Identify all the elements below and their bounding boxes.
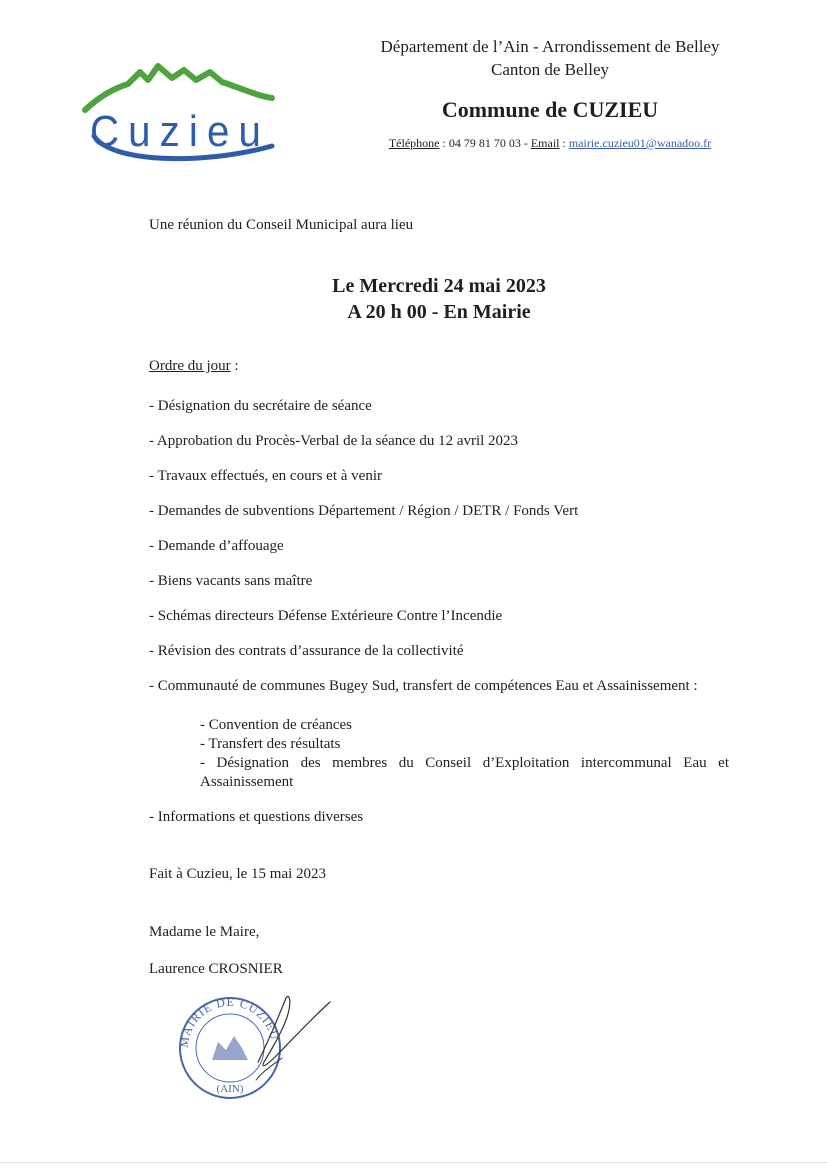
agenda-sub-item: - Transfert des résultats [200,736,341,752]
stamp-emblem-icon [212,1036,248,1060]
agenda-item: - Communauté de communes Bugey Sud, transfert de compétences Eau et Assainissement : [149,678,698,694]
header-contact [300,136,800,151]
agenda-item: - Demande d’affouage [149,538,284,554]
agenda-title-label: Ordre du jour [149,358,231,374]
mayor-title: Madame le Maire, [149,924,260,940]
stamp-text-path: MAIRIE DE CUZIEU [176,994,283,1049]
agenda-item: - Révision des contrats d’assurance de la collectivité [149,643,464,659]
header-department: Département de l’Ain - Arrondissement de Belley [380,37,720,56]
logo-text: Cuzieu [90,107,270,156]
email-link[interactable]: mairie.cuzieu01@wanadoo.fr [568,136,712,150]
agenda-item: - Biens vacants sans maître [149,573,313,589]
agenda-item: - Informations et questions diverses [149,809,364,825]
stamp-text [177,995,283,1048]
agenda-sub-item: - Convention de créances [200,717,353,733]
header-commune: Commune de CUZIEU [441,97,659,122]
phone-value: : 04 79 81 70 03 - [439,136,531,150]
email-label: Email [530,136,560,150]
stamp-sub: (AIN) [216,1083,244,1095]
phone-label: Téléphone [388,136,440,150]
mayor-name: Laurence CROSNIER [149,961,283,977]
page-bottom-rule [0,1162,827,1163]
cuzieu-logo [80,58,280,168]
header-canton: Canton de Belley [490,60,610,79]
meeting-time-place: A 20 h 00 - En Mairie [347,301,531,323]
agenda-title-suffix: : [230,358,239,374]
official-stamp [160,990,340,1100]
agenda-sub-item: - Désignation des membres du Conseil d’Exploitation intercommunal Eau et Assainissement [200,755,729,790]
intro-text: Une réunion du Conseil Municipal aura lieu [149,217,414,233]
logo-mountains [85,66,272,110]
agenda-item: - Approbation du Procès-Verbal de la séance du 12 avril 2023 [149,433,519,449]
agenda-item: - Schémas directeurs Défense Extérieure Contre l’Incendie [149,608,503,624]
agenda-item: - Travaux effectués, en cours et à venir [149,468,382,484]
email-separator: : [559,136,569,150]
agenda-item: - Demandes de subventions Département / Région / DETR / Fonds Vert [149,503,579,519]
agenda-item: - Désignation du secrétaire de séance [149,398,372,414]
place-date: Fait à Cuzieu, le 15 mai 2023 [149,866,327,882]
meeting-date: Le Mercredi 24 mai 2023 [332,275,546,297]
agenda-title [149,358,239,375]
